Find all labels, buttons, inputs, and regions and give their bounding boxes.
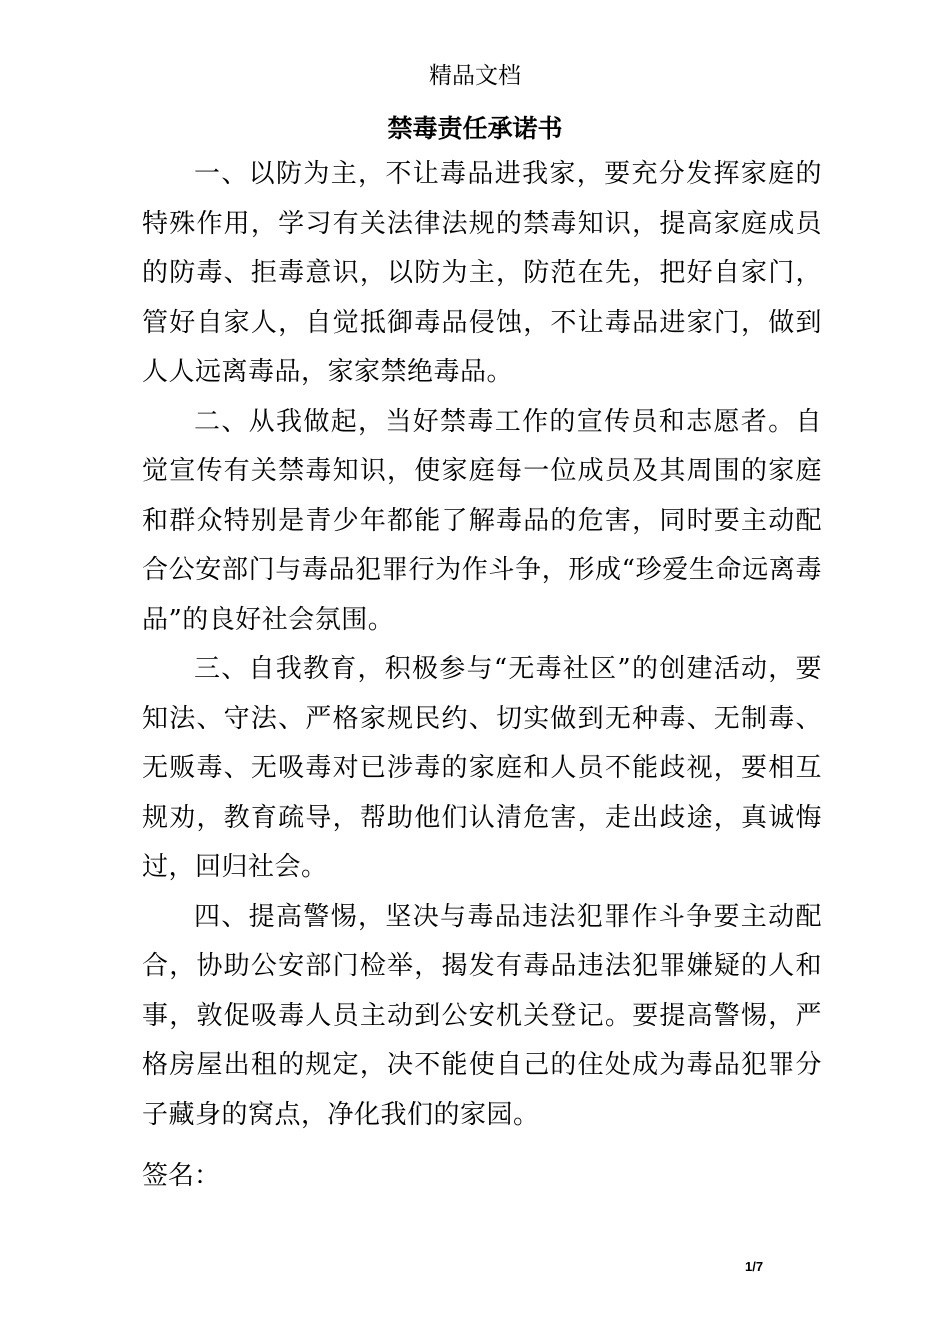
paragraph-4: 四、提高警惕，坚决与毒品违法犯罪作斗争要主动配合，协助公安部门检举，揭发有毒品违法犯罪嫌疑的人和事，敦促吸毒人员主动到公安机关登记。要提高警惕，严格房屋出租的规定，决不能使自己的住处成为毒品犯罪分子藏身的窝点，净化我们的家园。: [142, 901, 822, 1130]
document-header: 精品文档: [429, 63, 521, 89]
paragraph-1: 一、以防为主，不让毒品进我家，要充分发挥家庭的特殊作用，学习有关法律法规的禁毒知识，提高家庭成员的防毒、拒毒意识，以防为主，防范在先，把好自家门，管好自家人，自觉抵御毒品侵蚀，不让毒品进家门，做到人人远离毒品，家家禁绝毒品。: [142, 159, 822, 387]
document-body: [142, 150, 822, 1140]
signature-label: 签名：: [142, 1161, 221, 1191]
page-number: 1/7: [745, 1259, 764, 1274]
paragraph-2: 二、从我做起，当好禁毒工作的宣传员和志愿者。自觉宣传有关禁毒知识，使家庭每一位成员及其周围的家庭和群众特别是青少年都能了解毒品的危害，同时要主动配合公安部门与毒品犯罪行为作斗争，形成“珍爱生命远离毒品”的良好社会氛围。: [142, 406, 822, 635]
paragraph-3: 三、自我教育，积极参与“无毒社区”的创建活动，要知法、守法、严格家规民约、切实做到无种毒、无制毒、无贩毒、无吸毒对已涉毒的家庭和人员不能歧视，要相互规劝，教育疏导，帮助他们认清危害，走出歧途，真诚悔过，回归社会。: [142, 654, 822, 882]
document-title: 禁毒责任承诺书: [387, 114, 563, 143]
